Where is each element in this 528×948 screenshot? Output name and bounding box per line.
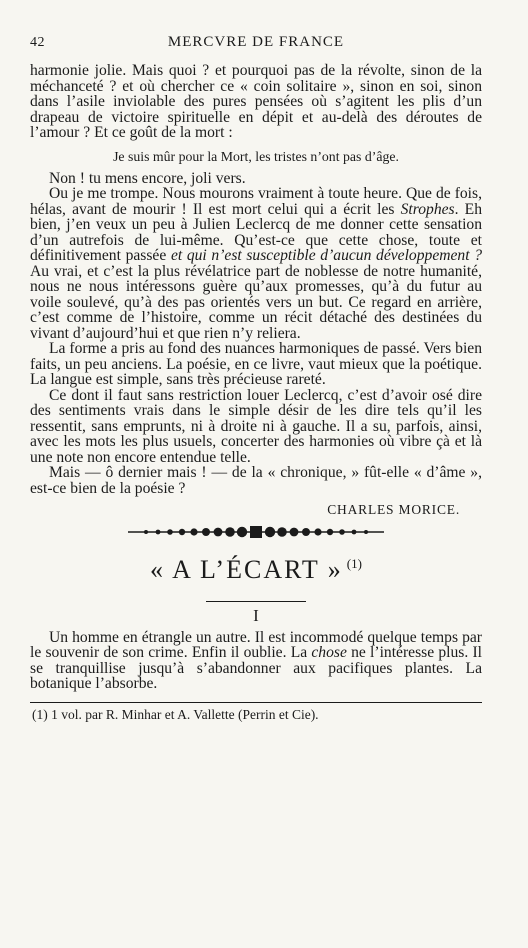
paragraph-ou-text-b: . Eh bien, j’en veux un peu à Julien Leclercq de me donner cette sensation d’un autrefois de lui-même. Qu’est-ce que cette chose, toute et définitivement passée <box>30 200 482 264</box>
article-title <box>30 555 482 585</box>
paragraph-ou-italic: et qui n’est susceptible d’aucun développement ? <box>170 247 482 264</box>
paragraph-harmonie: harmonie jolie. Mais quoi ? et pourquoi pas de la révolte, sinon de la méchanceté ? et où chercher ce « coin solitaire », sinon en soi, sinon dans l’asile inviolable des pures pensées où s’agitent les plis d’un drapeau de victoire spirituelle en dépit et au-delà des déroutes de l’amour ? Et ce goût de la mort : <box>30 62 482 141</box>
article-body <box>30 63 482 518</box>
paragraph-homme <box>30 630 482 692</box>
chose-word: chose <box>311 644 347 661</box>
running-title: MERCVRE DE FRANCE <box>167 34 345 50</box>
paragraph-ou-text-a: Ou je me trompe. Nous mourons vraiment à toute heure. Que de fois, hélas, avant de mourir ! Il est mort celui qui a écrit les <box>30 185 482 218</box>
page-number: 42 <box>30 35 45 50</box>
paragraph-mais: Mais — ô dernier mais ! — de la « chronique, » fût-elle « d’âme », est-ce bien de la poésie ? <box>30 464 482 497</box>
paragraph-ce-dont: Ce dont il faut sans restriction louer Leclercq, c’est d’avoir osé dire des sentiments vrais dans le simple désir de les dire tels qu’il les ressentit, sans emprunts, ni à droite ni à gauche. Il a su, parfois, ainsi, avec les mots les plus usuels, concerter des harmonies où vibre çà et là une note non encore entendue telle. <box>30 386 482 466</box>
footnote-rule <box>30 702 482 703</box>
paragraph-ou-text-c: Au vrai, et c’est la plus révélatrice part de noblesse de notre humanité, nous ne nous intéressons guère qu’aux promesses, qu’à du futur au voile soulevé, qu’à des pas orientés vers un but. Ce regard en arrière, c’est comme de l’histoire, comme un récit détaché des destinées du vivant d’aujourd’hui et que rien n’y reliera. <box>30 262 482 342</box>
page-header <box>30 34 482 51</box>
paragraph-ou <box>30 186 482 341</box>
strophes-title: Strophes <box>400 200 455 218</box>
footnote: (1) 1 vol. par R. Minhar et A. Vallette (Perrin et Cie). <box>32 706 319 722</box>
ornament-divider <box>126 525 386 539</box>
section-rule <box>206 601 306 602</box>
verse-quote: Je suis mûr pour la Mort, les tristes n’ont pas d’âge. <box>113 148 399 164</box>
paragraph-non: Non ! tu mens encore, joli vers. <box>49 169 246 187</box>
section-body <box>30 630 482 692</box>
section-numeral: I <box>253 605 259 625</box>
footnote-ref: (1) <box>346 555 362 571</box>
paragraph-homme-text-b: ne l’intéresse plus. Il se tranquillise jusqu’à s’abandonner aux pacifiques plantes. La botanique l’absorbe. <box>30 644 482 692</box>
ornament-divider-icon <box>126 525 386 539</box>
paragraph-forme: La forme a pris au fond des nuances harmoniques de passé. Vers bien faits, un peu anciens. La poésie, en ce livre, vaut mieux que la poétique. La langue est simple, sans très précieuse rareté. <box>30 340 482 388</box>
paragraph-homme-text-a: Un homme en étrangle un autre. Il est incommodé quelque temps par le souvenir de son crime. Enfin il oublie. La <box>30 628 482 661</box>
page <box>30 34 482 723</box>
article-title-text: « A L’ÉCART » <box>150 554 343 584</box>
signature: CHARLES MORICE. <box>327 502 460 517</box>
